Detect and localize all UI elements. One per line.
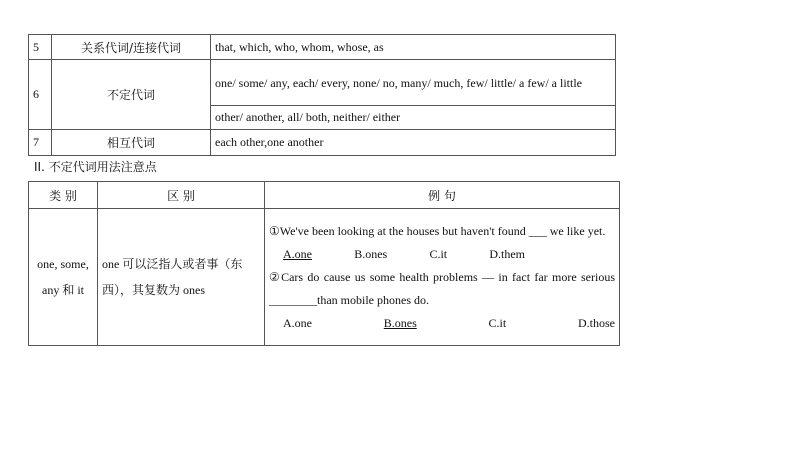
pronoun-type: 相互代词 bbox=[52, 130, 211, 156]
pronoun-types-table bbox=[28, 34, 616, 156]
row-number: 6 bbox=[29, 60, 52, 130]
table-row bbox=[29, 209, 620, 346]
category-cell: one, some, any 和 it bbox=[29, 209, 98, 346]
row-number: 5 bbox=[29, 35, 52, 60]
row-number: 7 bbox=[29, 130, 52, 156]
header-row bbox=[29, 182, 620, 209]
example-cell bbox=[265, 209, 620, 346]
pronoun-list: one/ some/ any, each/ every, none/ no, many/ much, few/ little/ a few/ a little bbox=[211, 60, 616, 106]
difference-cell: one 可以泛指人或者事（东西），其复数为 ones bbox=[98, 209, 265, 346]
table-row bbox=[29, 35, 616, 60]
option-a: A.one bbox=[283, 315, 312, 330]
pronoun-list: each other,one another bbox=[211, 130, 616, 156]
difference-header: 区 别 bbox=[98, 182, 265, 209]
option-b: B.ones bbox=[354, 246, 388, 261]
question-2: ②Cars do cause us some health problems — in fact far more serious ________than mobile phones do. bbox=[269, 269, 615, 307]
pronoun-list: that, which, who, whom, whose, as bbox=[211, 35, 616, 60]
usage-notes-table bbox=[28, 181, 620, 346]
question-1: ①We've been looking at the houses but haven't found ___ we like yet. bbox=[269, 223, 606, 238]
option-d: D.them bbox=[489, 246, 525, 261]
pronoun-list: other/ another, all/ both, neither/ either bbox=[211, 106, 616, 130]
option-a: A.one bbox=[283, 246, 312, 261]
category-header: 类 别 bbox=[29, 182, 98, 209]
pronoun-type: 不定代词 bbox=[52, 60, 211, 130]
option-c: C.it bbox=[488, 315, 507, 330]
option-c: C.it bbox=[429, 246, 448, 261]
option-b: B.ones bbox=[383, 315, 417, 330]
section-heading: II. 不定代词用法注意点 bbox=[34, 160, 157, 174]
option-d: D.those bbox=[577, 315, 615, 330]
table-row bbox=[29, 60, 616, 106]
example-header: 例 句 bbox=[265, 182, 620, 209]
table-row bbox=[29, 130, 616, 156]
question-1-options bbox=[269, 243, 615, 266]
pronoun-type: 关系代词/连接代词 bbox=[52, 35, 211, 60]
question-2-options bbox=[269, 312, 615, 335]
